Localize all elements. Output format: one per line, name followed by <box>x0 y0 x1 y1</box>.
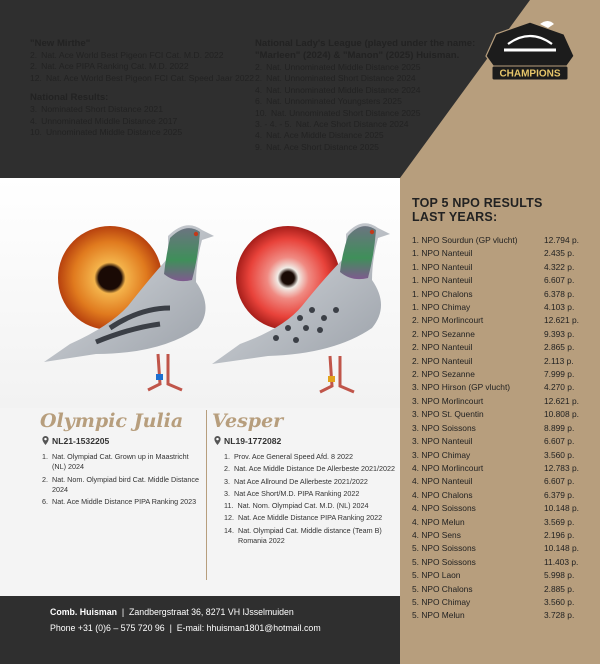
location-pin-icon <box>214 436 221 445</box>
location-pin-icon <box>42 436 49 445</box>
rank-number: 10. <box>255 107 267 118</box>
result-text: Nat. Olympiad Cat. Grown up in Maastricht (NL) 2024 <box>52 452 189 472</box>
address: Zandbergstraat 36, 8271 VH IJsselmuiden <box>129 607 294 617</box>
npo-result-row <box>412 583 592 596</box>
npo-result-name: NPO Melun <box>421 516 465 527</box>
npo-result-row <box>412 288 592 301</box>
result-text: Nat. Unnominated Short Distance 2025 <box>270 107 421 118</box>
npo-result-rank: 4. <box>412 503 419 514</box>
npo-result-name: NPO Soissons <box>421 503 476 514</box>
result-text: Nat. Unnominated Middle Distance 2025 <box>266 62 421 72</box>
national-result-item <box>30 104 260 115</box>
npo-result-pigeons: 2.196 p. <box>544 529 575 540</box>
npo-result-row <box>412 381 592 394</box>
npo-result-race <box>412 288 473 301</box>
npo-result-race <box>412 489 473 502</box>
new-mirthe-results <box>30 38 260 138</box>
rank-number: 2. <box>224 464 230 474</box>
result-text: Unnominated Middle Distance 2017 <box>41 115 178 126</box>
rank-number: 3. <box>30 104 38 115</box>
rank-number: 2. <box>42 474 48 484</box>
olympic-julia-ring: NL21-1532205 <box>42 436 109 446</box>
npo-result-name: NPO Nanteuil <box>421 342 473 353</box>
npo-result-pigeons: 2.885 p. <box>544 583 575 594</box>
new-mirthe-title: "New Mirthe" <box>30 38 91 49</box>
new-mirthe-item <box>30 73 260 84</box>
npo-result-rank: 3. <box>412 436 419 447</box>
result-text: Nat. Ace Middle Distance PIPA Ranking 2022 <box>238 513 383 523</box>
npo-result-pigeons: 12.621 p. <box>544 315 579 326</box>
npo-result-pigeons: 11.403 p. <box>544 556 579 567</box>
npo-result-race <box>412 314 483 327</box>
ladys-league-item <box>255 108 505 119</box>
result-text: Nat. Ace Middle Distance PIPA Ranking 2023 <box>52 497 197 507</box>
npo-result-name: NPO Chimay <box>421 596 471 607</box>
npo-result-rank: 4. <box>412 462 419 473</box>
npo-result-row <box>412 569 592 582</box>
npo-result-rank: 1. <box>412 235 419 245</box>
rank-number: 4. <box>30 115 38 126</box>
rank-number: 6. <box>255 96 263 107</box>
npo-result-row <box>412 301 592 314</box>
pigeon-divider <box>206 410 207 580</box>
rank-number: 11. <box>224 501 234 511</box>
rank-number: 12. <box>224 513 234 523</box>
npo-result-rank: 1. <box>412 275 419 286</box>
npo-result-row <box>412 274 592 287</box>
contact-footer <box>0 596 400 664</box>
npo-result-rank: 4. <box>412 529 419 540</box>
npo-result-name: NPO Morlincourt <box>421 462 484 473</box>
rank-number: 1. <box>224 452 230 461</box>
npo-result-row <box>412 355 592 368</box>
new-mirthe-item <box>30 61 260 72</box>
npo-result-name: NPO Nanteuil <box>421 436 473 447</box>
npo-result-race <box>412 261 473 274</box>
result-text: Nat. Olympiad Cat. Middle distance (Team B) Romania 2022 <box>238 525 382 546</box>
olympic-julia-name: Olympic Julia <box>40 410 184 432</box>
new-mirthe-list <box>30 50 260 84</box>
npo-result-pigeons: 3.560 p. <box>544 449 575 460</box>
npo-result-name: NPO Nanteuil <box>421 248 473 259</box>
address-line: Comb. Huisman | Zandbergstraat 36, 8271 VH IJsselmuiden <box>50 607 294 617</box>
rank-number: 4. <box>255 130 263 141</box>
ladys-league-item <box>255 130 505 141</box>
npo-result-name: NPO Morlincourt <box>421 315 484 326</box>
results-list <box>412 234 592 623</box>
npo-result-rank: 3. <box>412 449 419 460</box>
npo-result-rank: 2. <box>412 328 419 339</box>
npo-result-name: NPO Chalons <box>421 288 473 299</box>
npo-result-name: NPO Chimay <box>421 302 471 313</box>
rank-number: 14. <box>224 525 234 535</box>
rank-number: 10. <box>30 127 42 138</box>
npo-result-pigeons: 8.899 p. <box>544 422 575 433</box>
npo-result-name: NPO Chalons <box>421 583 473 594</box>
npo-result-row <box>412 489 592 502</box>
npo-result-row <box>412 234 592 247</box>
npo-result-row <box>412 422 592 435</box>
vesper-result-item <box>224 452 396 462</box>
npo-result-pigeons: 3.560 p. <box>544 596 575 607</box>
vesper-results <box>224 452 396 548</box>
breeder-name: Comb. Huisman <box>50 607 117 617</box>
rank-number: 6. <box>42 497 48 507</box>
npo-result-race <box>412 247 473 260</box>
npo-result-race <box>412 596 470 609</box>
npo-result-row <box>412 314 592 327</box>
npo-result-race <box>412 609 465 622</box>
npo-result-rank: 5. <box>412 610 419 621</box>
npo-result-pigeons: 5.998 p. <box>544 570 575 581</box>
olympic-julia-results <box>42 452 200 509</box>
npo-result-pigeons: 12.621 p. <box>544 395 579 406</box>
national-result-item <box>30 127 260 138</box>
npo-result-race <box>412 408 484 421</box>
rank-number: 12. <box>30 72 42 83</box>
result-text: Nat. Unnominated Middle Distance 2024 <box>266 84 421 95</box>
npo-result-row <box>412 328 592 341</box>
result-text: Nat. Nom. Olympiad bird Cat. Middle Distance 2024 <box>52 474 199 494</box>
npo-result-rank: 2. <box>412 369 419 380</box>
result-text: Nat. Ace Middle Distance 2025 <box>266 130 384 141</box>
npo-result-race <box>412 583 473 596</box>
npo-result-pigeons: 6.378 p. <box>544 288 575 299</box>
ladys-league-item <box>255 62 505 73</box>
npo-result-rank: 4. <box>412 489 419 500</box>
npo-result-pigeons: 4.322 p. <box>544 261 575 272</box>
npo-result-row <box>412 542 592 555</box>
result-text: Nat. Ace Middle Distance De Allerbeste 2021/2022 <box>234 464 396 474</box>
rank-number: 2. <box>30 61 38 72</box>
result-text: Nat. Unnominated Short Distance 2024 <box>266 73 416 84</box>
vesper-result-item <box>224 489 396 499</box>
npo-result-name: NPO Soissons <box>421 543 476 554</box>
npo-result-row <box>412 247 592 260</box>
ladys-league-item <box>255 85 505 96</box>
ladys-league-list <box>255 62 505 153</box>
npo-result-name: NPO Soissons <box>421 556 476 567</box>
npo-result-race <box>412 274 473 287</box>
npo-result-rank: 1. <box>412 288 419 299</box>
ladys-league-item <box>255 119 505 130</box>
rank-number: 2. <box>30 50 38 60</box>
npo-result-race <box>412 502 476 515</box>
vesper-ring: NL19-1772082 <box>214 436 281 446</box>
npo-result-pigeons: 9.393 p. <box>544 328 575 339</box>
result-text: Unnominated Middle Distance 2025 <box>45 127 183 138</box>
npo-result-pigeons: 2.865 p. <box>544 342 575 353</box>
npo-result-race <box>412 542 476 555</box>
npo-result-name: NPO Soissons <box>421 422 476 433</box>
npo-result-name: NPO Nanteuil <box>421 476 473 487</box>
npo-result-race <box>412 381 510 394</box>
result-text: Nominated Short Distance 2021 <box>41 104 163 115</box>
npo-result-name: NPO Laon <box>421 570 461 581</box>
npo-result-name: NPO Chimay <box>421 449 471 460</box>
rank-number: 3. - 4. - 5. <box>255 119 292 130</box>
npo-result-row <box>412 408 592 421</box>
npo-result-row <box>412 368 592 381</box>
result-text: Nat. Ace World Best Pigeon FCI Cat. Speed Jaar 2022 <box>45 72 255 83</box>
result-text: Nat. Ace PIPA Ranking Cat. M.D. 2022 <box>41 61 189 72</box>
npo-result-race <box>412 301 470 314</box>
vesper-name: Vesper <box>212 410 284 432</box>
results-title: TOP 5 NPO RESULTS LAST YEARS: <box>412 196 543 224</box>
npo-result-pigeons: 4.103 p. <box>544 302 575 313</box>
npo-result-name: NPO St. Quentin <box>421 409 484 420</box>
npo-result-race <box>412 368 475 381</box>
olympic-julia-result-item <box>42 475 200 496</box>
npo-result-rank: 3. <box>412 382 419 393</box>
npo-result-pigeons: 10.148 p. <box>544 543 579 554</box>
npo-result-row <box>412 462 592 475</box>
vesper-result-item <box>224 513 396 523</box>
result-text: Nat. Unnominated Youngsters 2025 <box>266 96 402 107</box>
npo-result-pigeons: 12.794 p. <box>544 235 579 245</box>
npo-result-rank: 1. <box>412 248 419 259</box>
npo-result-race <box>412 234 518 247</box>
npo-result-name: NPO Sezanne <box>421 369 475 380</box>
npo-result-pigeons: 7.999 p. <box>544 369 575 380</box>
npo-result-name: NPO Morlincourt <box>421 395 484 406</box>
npo-result-pigeons: 12.783 p. <box>544 462 579 473</box>
npo-result-row <box>412 596 592 609</box>
npo-result-pigeons: 6.607 p. <box>544 476 575 487</box>
npo-result-rank: 4. <box>412 516 419 527</box>
npo-result-row <box>412 556 592 569</box>
npo-result-race <box>412 395 483 408</box>
npo-result-rank: 4. <box>412 476 419 487</box>
national-results-list <box>30 104 260 138</box>
result-text: Nat. Nom. Olympiad Cat. M.D. (NL) 2024 <box>237 501 369 511</box>
npo-result-name: NPO Nanteuil <box>421 355 473 366</box>
vesper-result-item <box>224 464 396 474</box>
logo-text: CHAMPIONS <box>499 68 561 80</box>
npo-result-rank: 3. <box>412 395 419 406</box>
npo-result-name: NPO Hirson (GP vlucht) <box>421 382 511 393</box>
npo-result-row <box>412 609 592 622</box>
contact-line: Phone +31 (0)6 – 575 720 96 | E-mail: hhuisman1801@hotmail.com <box>50 623 321 633</box>
rank-number: 1. <box>42 452 48 461</box>
rank-number: 4. <box>255 84 263 95</box>
npo-result-row <box>412 341 592 354</box>
npo-result-race <box>412 516 465 529</box>
npo-result-pigeons: 4.270 p. <box>544 382 575 393</box>
npo-result-race <box>412 341 473 354</box>
npo-result-row <box>412 395 592 408</box>
rank-number: 2. <box>255 62 263 72</box>
npo-result-name: NPO Sezanne <box>421 328 475 339</box>
phone: Phone +31 (0)6 – 575 720 96 <box>50 623 165 633</box>
npo-result-rank: 5. <box>412 583 419 594</box>
npo-result-row <box>412 516 592 529</box>
npo-result-race <box>412 556 476 569</box>
npo-result-pigeons: 3.569 p. <box>544 516 575 527</box>
ladys-league-item <box>255 142 505 153</box>
result-text: Nat. Ace Short Distance 2024 <box>295 119 409 130</box>
rank-number: 3. <box>224 488 230 498</box>
npo-result-rank: 5. <box>412 543 419 554</box>
ladys-league-item <box>255 96 505 107</box>
npo-result-race <box>412 435 473 448</box>
vesper-result-item <box>224 501 396 511</box>
npo-result-rank: 5. <box>412 596 419 607</box>
npo-result-pigeons: 3.728 p. <box>544 610 575 621</box>
npo-result-pigeons: 6.607 p. <box>544 436 575 447</box>
npo-result-rank: 3. <box>412 409 419 420</box>
npo-result-pigeons: 6.607 p. <box>544 275 575 286</box>
npo-result-rank: 2. <box>412 315 419 326</box>
npo-result-rank: 3. <box>412 422 419 433</box>
pigeon-photos <box>0 178 400 408</box>
vesper-result-item <box>224 526 396 547</box>
national-results-title: National Results: <box>30 92 109 104</box>
olympic-julia-result-item <box>42 497 200 507</box>
npo-result-rank: 1. <box>412 302 419 313</box>
npo-result-race <box>412 422 476 435</box>
npo-result-row <box>412 502 592 515</box>
npo-result-pigeons: 10.148 p. <box>544 503 579 514</box>
npo-result-race <box>412 355 473 368</box>
npo-result-pigeons: 2.113 p. <box>544 355 574 366</box>
npo-result-pigeons: 2.435 p. <box>544 248 575 259</box>
npo-result-race <box>412 328 475 341</box>
rank-number: 9. <box>255 141 263 152</box>
npo-result-race <box>412 449 470 462</box>
npo-result-rank: 5. <box>412 556 419 567</box>
npo-result-pigeons: 6.379 p. <box>544 489 575 500</box>
result-text: Nat. Ace World Best Pigeon FCI Cat. M.D. 2022 <box>41 50 224 60</box>
npo-result-row <box>412 475 592 488</box>
npo-result-race <box>412 569 460 582</box>
npo-result-rank: 5. <box>412 570 419 581</box>
npo-result-race <box>412 529 461 542</box>
npo-result-row <box>412 435 592 448</box>
npo-result-race <box>412 462 483 475</box>
ladys-league-results <box>255 38 505 153</box>
new-mirthe-item <box>30 50 260 61</box>
email-link[interactable]: E-mail: hhuisman1801@hotmail.com <box>176 623 321 633</box>
result-text: Prov. Ace General Speed Afd. 8 2022 <box>234 452 353 461</box>
npo-result-rank: 1. <box>412 261 419 272</box>
npo-result-rank: 2. <box>412 355 419 366</box>
npo-result-name: NPO Sourdun (GP vlucht) <box>421 235 518 245</box>
npo-result-name: NPO Nanteuil <box>421 261 473 272</box>
rank-number: 2. <box>255 73 263 84</box>
npo-result-row <box>412 449 592 462</box>
npo-result-row <box>412 529 592 542</box>
npo-result-race <box>412 475 473 488</box>
result-text: Nat Ace Short/M.D. PIPA Ranking 2022 <box>234 488 360 498</box>
npo-result-row <box>412 261 592 274</box>
npo-result-name: NPO Sens <box>421 529 461 540</box>
rank-number: 3. <box>224 476 230 486</box>
result-text: Nat Ace Allround De Allerbeste 2021/2022 <box>234 476 368 486</box>
champions-logo <box>478 14 582 88</box>
national-result-item <box>30 116 260 127</box>
result-text: Nat. Ace Short Distance 2025 <box>266 141 379 152</box>
npo-result-rank: 2. <box>412 342 419 353</box>
npo-result-name: NPO Chalons <box>421 489 473 500</box>
ladys-league-title: National Lady's League (played under the name: "Marleen" (2024) & "Manon" (2025) Huisman. <box>255 38 476 61</box>
pigeon-illustrations <box>0 178 400 408</box>
vesper-result-item <box>224 477 396 487</box>
npo-result-pigeons: 10.808 p. <box>544 409 579 420</box>
ladys-league-item <box>255 73 505 84</box>
npo-result-name: NPO Melun <box>421 610 465 621</box>
olympic-julia-result-item <box>42 452 200 473</box>
npo-result-name: NPO Nanteuil <box>421 275 473 286</box>
